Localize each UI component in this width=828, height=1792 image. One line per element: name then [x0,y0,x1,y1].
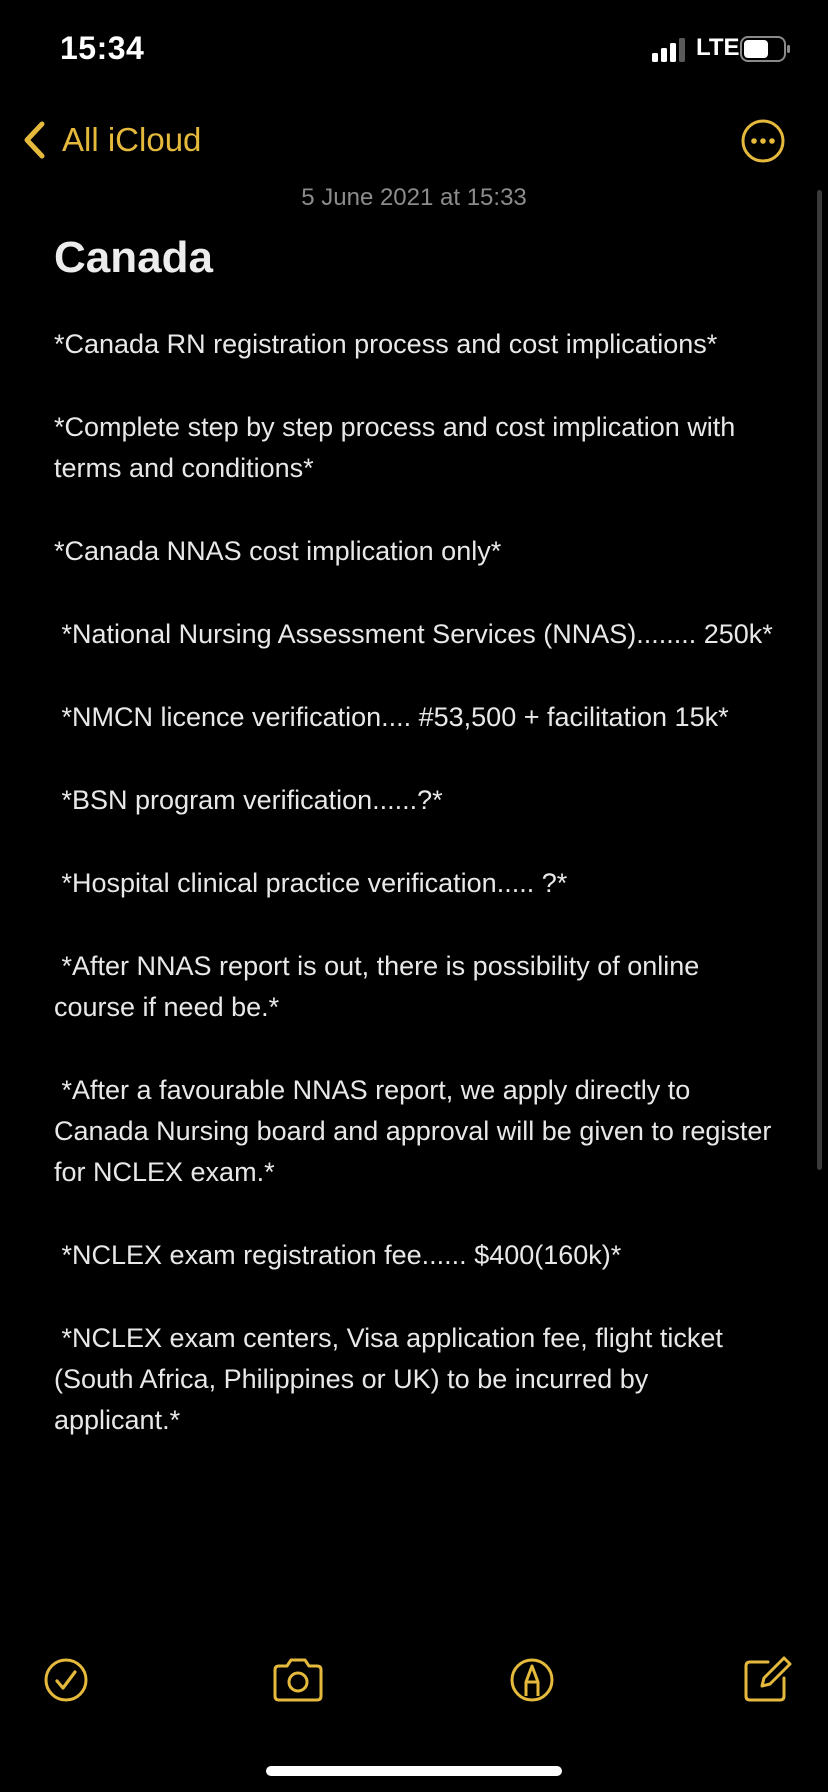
note-paragraph[interactable]: *After NNAS report is out, there is possibility of online course if need be.* [54,951,707,1022]
note-paragraph[interactable]: *Hospital clinical practice verification..... ?* [54,868,568,898]
note-paragraph[interactable]: *Canada RN registration process and cost implications* [54,329,718,359]
status-time: 15:34 [60,30,145,66]
markup-button[interactable] [504,1652,560,1708]
network-type: LTE [696,34,740,61]
back-button-label: All iCloud [62,121,202,158]
note-paragraph[interactable]: *After a favourable NNAS report, we apply directly to Canada Nursing board and approval will be given to register for NCLEX exam.* [54,1075,779,1187]
home-indicator[interactable] [266,1766,562,1776]
note-paragraph[interactable]: *NCLEX exam registration fee...... $400(160k)* [54,1240,622,1270]
checklist-icon [38,1652,94,1708]
note-paragraph[interactable]: *NCLEX exam centers, Visa application fee, flight ticket (South Africa, Philippines or UK) to be incurred by applicant.* [54,1323,731,1435]
note-paragraph[interactable]: *BSN program verification......?* [54,785,443,815]
navigation-bar [0,112,828,168]
scroll-indicator[interactable] [817,190,822,1170]
camera-button[interactable] [270,1652,326,1708]
note-paragraph[interactable]: *Canada NNAS cost implication only* [54,536,502,566]
note-paragraph[interactable]: *NMCN licence verification.... #53,500 + facilitation 15k* [54,702,729,732]
checklist-button[interactable] [38,1652,94,1708]
status-bar [0,0,828,100]
camera-icon [270,1652,326,1708]
note-title[interactable]: Canada [54,233,213,282]
compose-button[interactable] [738,1652,794,1708]
back-button[interactable] [22,118,201,162]
chevron-left-icon [22,118,48,162]
bottom-toolbar [0,1652,828,1712]
note-paragraph[interactable]: *Complete step by step process and cost implication with terms and conditions* [54,412,743,483]
note-body[interactable] [54,228,779,1483]
markup-icon [504,1652,560,1708]
cellular-signal-icon [652,38,688,62]
note-paragraph[interactable]: *National Nursing Assessment Services (NNAS)........ 250k* [54,619,773,649]
battery-icon [740,36,792,62]
compose-icon [738,1652,794,1708]
note-date: 5 June 2021 at 15:33 [301,184,527,211]
more-options-icon[interactable] [740,118,786,164]
